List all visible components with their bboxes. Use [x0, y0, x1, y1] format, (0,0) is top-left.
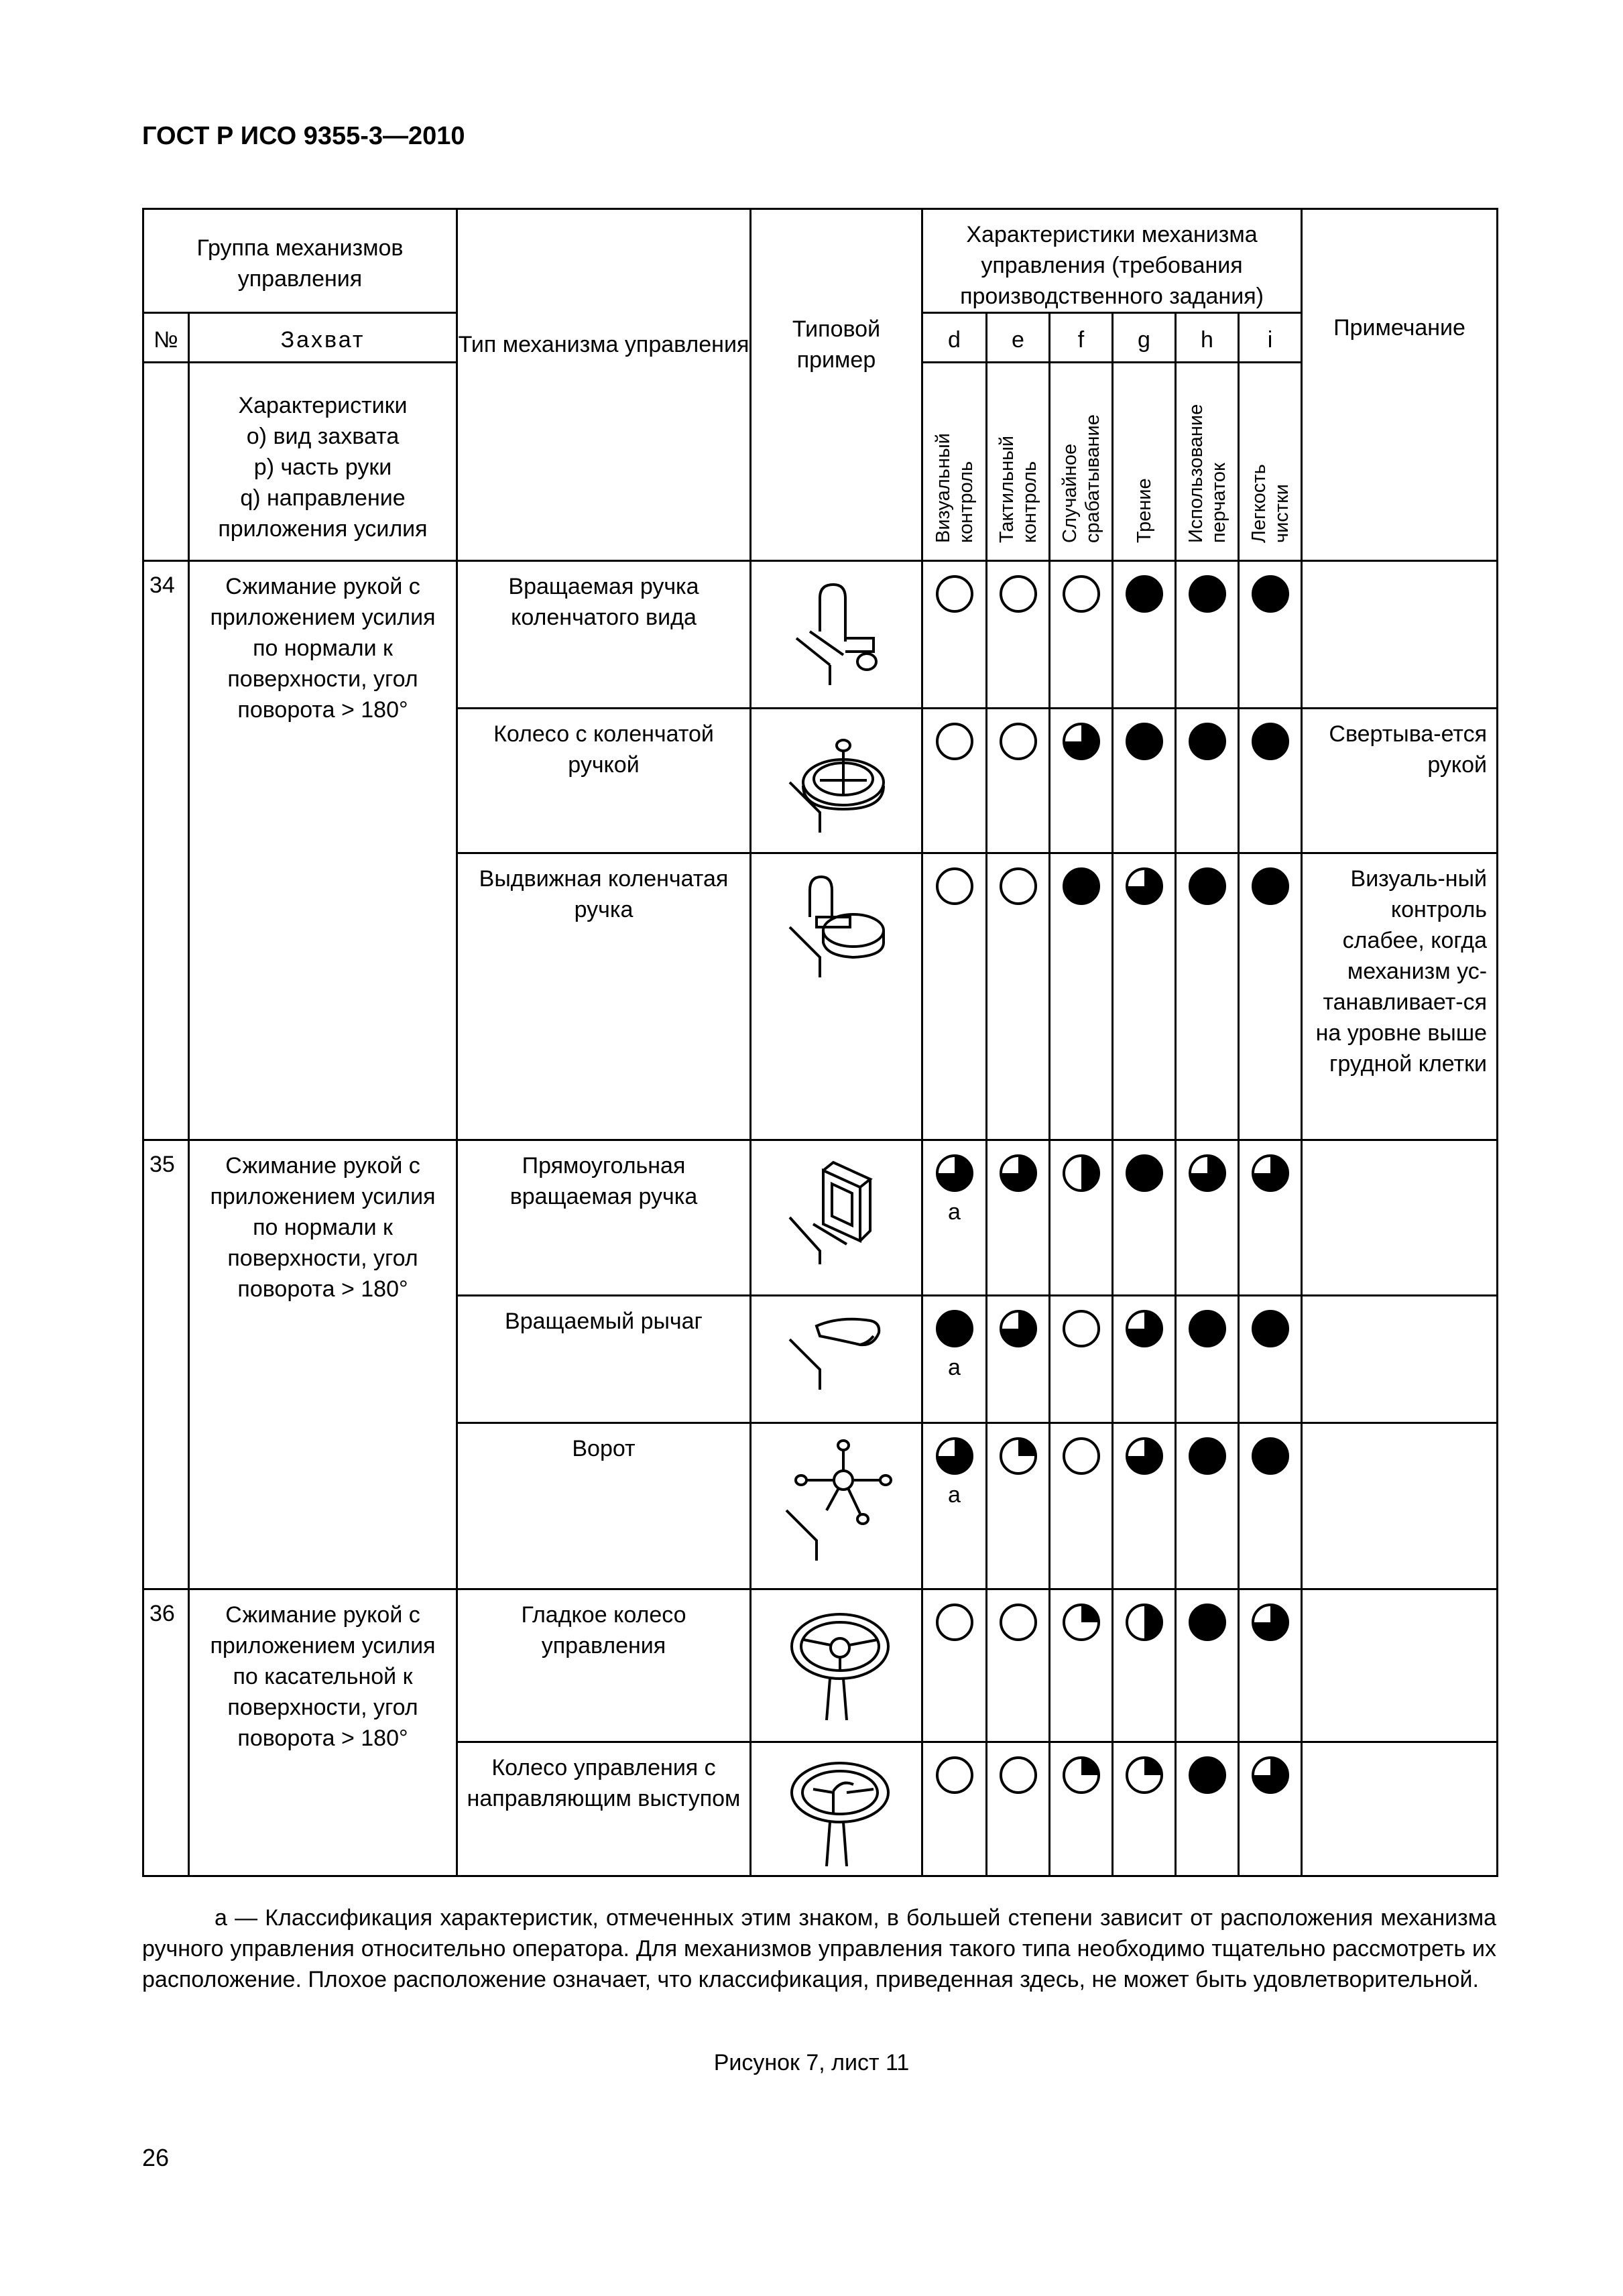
header-letter-e: e — [987, 313, 1050, 363]
header-letter-g: g — [1113, 313, 1176, 363]
header-requirements: Характеристики механизма управления (требования производственного задания) — [922, 209, 1302, 313]
rating-cell — [987, 1742, 1050, 1876]
rating-cell — [1050, 1296, 1113, 1423]
rating-4-of-4-icon — [1124, 721, 1164, 762]
rating-0-of-4-icon — [935, 1755, 975, 1795]
rating-cell — [1050, 853, 1113, 1140]
rating-3-of-4-icon — [1124, 1436, 1164, 1476]
rating-cell — [1176, 561, 1239, 709]
rating-cell — [987, 1140, 1050, 1296]
page-number: 26 — [142, 2144, 170, 2171]
standard-title: ГОСТ Р ИСО 9355-3—2010 — [142, 122, 465, 150]
rating-cell — [1050, 709, 1113, 853]
rating-cell — [922, 853, 987, 1140]
rating-4-of-4-icon — [1187, 1309, 1227, 1349]
folding-crank-icon — [751, 853, 922, 1140]
rating-4-of-4-icon — [1187, 574, 1227, 614]
rating-4-of-4-icon — [935, 1309, 975, 1349]
rating-4-of-4-icon — [1187, 1602, 1227, 1642]
header-example: Типовой пример — [751, 209, 922, 561]
control-type: Вращаемая ручка коленчатого вида — [457, 561, 751, 709]
rating-4-of-4-icon — [1187, 1436, 1227, 1476]
rating-0-of-4-icon — [1061, 574, 1101, 614]
rating-3-of-4-icon — [1250, 1602, 1290, 1642]
rating-4-of-4-icon — [1124, 1153, 1164, 1193]
rating-1-of-4-icon — [1061, 1602, 1101, 1642]
rating-3-of-4-icon — [998, 1153, 1038, 1193]
control-type: Выдвижная коленчатая ручка — [457, 853, 751, 1140]
rating-cell — [922, 1140, 987, 1296]
rating-cell — [1176, 1423, 1239, 1589]
rating-3-of-4-icon — [1124, 1309, 1164, 1349]
rating-1-of-4-icon — [998, 1436, 1038, 1476]
rating-4-of-4-icon — [1250, 866, 1290, 906]
capstan-icon — [751, 1423, 922, 1589]
rating-cell — [1239, 1140, 1302, 1296]
group-description: Сжимание рукой с приложением усилия по нормали к поверхности, угол поворота > 180° — [189, 561, 457, 1140]
rating-4-of-4-icon — [1061, 866, 1101, 906]
rating-3-of-4-icon — [935, 1153, 975, 1193]
rating-cell — [1239, 709, 1302, 853]
rating-cell — [922, 1296, 987, 1423]
rating-cell — [1176, 1296, 1239, 1423]
rating-cell — [922, 1742, 987, 1876]
rating-cell — [1239, 1296, 1302, 1423]
rating-cell — [1176, 709, 1239, 853]
rating-3-of-4-icon — [1250, 1153, 1290, 1193]
row-note: Визуаль-ный контроль слабее, когда механизм ус-танавливает-ся на уровне выше грудной клетки — [1302, 853, 1498, 1140]
header-req-gloves: Использование перчаток — [1176, 363, 1239, 561]
table-row — [143, 1589, 1498, 1742]
header-req-visual: Визуальный контроль — [922, 363, 987, 561]
rating-cell — [1050, 1140, 1113, 1296]
rating-cell — [987, 1589, 1050, 1742]
smooth-handwheel-icon — [751, 1589, 922, 1742]
rating-3-of-4-icon — [935, 1436, 975, 1476]
rating-cell — [1176, 853, 1239, 1140]
rating-0-of-4-icon — [935, 721, 975, 762]
rating-0-of-4-icon — [935, 1602, 975, 1642]
rating-0-of-4-icon — [998, 721, 1038, 762]
rating-4-of-4-icon — [1250, 574, 1290, 614]
rating-2-of-4-icon — [1124, 1602, 1164, 1642]
header-group: Группа механизмов управления — [143, 209, 457, 313]
rating-cell — [1176, 1742, 1239, 1876]
rating-cell — [1239, 1423, 1302, 1589]
footnote-mark: a — [948, 1482, 961, 1508]
rating-cell — [987, 709, 1050, 853]
rating-1-of-4-icon — [1124, 1755, 1164, 1795]
rating-cell — [922, 1589, 987, 1742]
rating-cell — [1050, 1423, 1113, 1589]
rating-cell — [1176, 1140, 1239, 1296]
rating-3-of-4-icon — [1061, 721, 1101, 762]
rating-0-of-4-icon — [998, 866, 1038, 906]
rating-cell — [1113, 1296, 1176, 1423]
control-type: Вращаемый рычаг — [457, 1296, 751, 1423]
group-description: Сжимание рукой с приложением усилия по касательной к поверхности, угол поворота > 180° — [189, 1589, 457, 1876]
header-req-tactile: Тактильный контроль — [987, 363, 1050, 561]
control-type: Ворот — [457, 1423, 751, 1589]
group-number: 35 — [143, 1140, 189, 1589]
table-row — [143, 1140, 1498, 1296]
requirements-table — [142, 208, 1498, 1877]
rating-cell — [1050, 561, 1113, 709]
rating-cell — [1239, 561, 1302, 709]
header-letter-i: i — [1239, 313, 1302, 363]
header-note: Примечание — [1302, 209, 1498, 561]
row-note — [1302, 1296, 1498, 1423]
rectangular-knob-icon — [751, 1140, 922, 1296]
header-letter-d: d — [922, 313, 987, 363]
rating-cell — [987, 561, 1050, 709]
rating-cell — [1050, 1742, 1113, 1876]
control-type: Гладкое колесо управления — [457, 1589, 751, 1742]
rating-cell — [1176, 1589, 1239, 1742]
control-type: Колесо управления с направляющим выступом — [457, 1742, 751, 1876]
rating-0-of-4-icon — [1061, 1436, 1101, 1476]
rating-3-of-4-icon — [998, 1309, 1038, 1349]
footnote-mark: a — [948, 1199, 961, 1225]
table-row — [143, 561, 1498, 709]
rating-0-of-4-icon — [998, 1602, 1038, 1642]
rating-cell — [1050, 1589, 1113, 1742]
row-note — [1302, 1589, 1498, 1742]
rating-4-of-4-icon — [1250, 1309, 1290, 1349]
figure-caption: Рисунок 7, лист 11 — [713, 2050, 910, 2075]
header-req-accidental: Случайное срабатывание — [1050, 363, 1113, 561]
rating-cell — [922, 561, 987, 709]
header-letter-h: h — [1176, 313, 1239, 363]
rating-cell — [1113, 1742, 1176, 1876]
rating-cell — [922, 709, 987, 853]
rating-cell — [1239, 1742, 1302, 1876]
rating-0-of-4-icon — [998, 1755, 1038, 1795]
group-number: 34 — [143, 561, 189, 1140]
header-req-friction: Трение — [1113, 363, 1176, 561]
header-control-type: Тип механизма управления — [457, 209, 751, 561]
rating-cell — [1113, 561, 1176, 709]
knurled-handwheel-icon — [751, 1742, 922, 1876]
footnote: a — Классификация характеристик, отмеченных этим знаком, в большей степени зависит от расположения механизма ручного управления относительно оператора. Для механизмов управления такого типа необходимо тщательно рассмотреть их расположение. Плохое расположение означает, что классификация, приведенная здесь, не может быть удовлетворительной. — [142, 1905, 1496, 1992]
header-grip: Захват — [189, 313, 457, 363]
rating-0-of-4-icon — [1061, 1309, 1101, 1349]
rating-1-of-4-icon — [1061, 1755, 1101, 1795]
row-note — [1302, 1140, 1498, 1296]
crank-handle-icon — [751, 561, 922, 709]
header-characteristics: Характеристики o) вид захвата p) часть руки q) направление приложения усилия — [189, 363, 457, 561]
rating-4-of-4-icon — [1187, 866, 1227, 906]
row-note — [1302, 561, 1498, 709]
group-number: 36 — [143, 1589, 189, 1876]
rating-cell — [987, 853, 1050, 1140]
group-description: Сжимание рукой с приложением усилия по нормали к поверхности, угол поворота > 180° — [189, 1140, 457, 1589]
rating-0-of-4-icon — [935, 574, 975, 614]
rating-3-of-4-icon — [1187, 1153, 1227, 1193]
rating-3-of-4-icon — [1124, 866, 1164, 906]
rating-0-of-4-icon — [998, 574, 1038, 614]
rating-cell — [987, 1296, 1050, 1423]
row-note — [1302, 1742, 1498, 1876]
rating-cell — [1113, 1423, 1176, 1589]
header-req-cleaning: Легкость чистки — [1239, 363, 1302, 561]
rating-cell — [1113, 709, 1176, 853]
rating-4-of-4-icon — [1124, 574, 1164, 614]
rating-cell — [1113, 1589, 1176, 1742]
rating-0-of-4-icon — [935, 866, 975, 906]
rating-4-of-4-icon — [1187, 1755, 1227, 1795]
control-type: Прямоугольная вращаемая ручка — [457, 1140, 751, 1296]
rating-2-of-4-icon — [1061, 1153, 1101, 1193]
rotary-lever-icon — [751, 1296, 922, 1423]
crank-wheel-icon — [751, 709, 922, 853]
rating-cell — [1239, 853, 1302, 1140]
rating-cell — [1113, 1140, 1176, 1296]
rating-cell — [987, 1423, 1050, 1589]
rating-4-of-4-icon — [1250, 1436, 1290, 1476]
row-note — [1302, 1423, 1498, 1589]
rating-3-of-4-icon — [1250, 1755, 1290, 1795]
header-letter-f: f — [1050, 313, 1113, 363]
header-number: № — [143, 313, 189, 363]
rating-cell — [1239, 1589, 1302, 1742]
rating-4-of-4-icon — [1250, 721, 1290, 762]
footnote-mark: a — [948, 1355, 961, 1380]
rating-4-of-4-icon — [1187, 721, 1227, 762]
row-note: Свертыва-ется рукой — [1302, 709, 1498, 853]
control-type: Колесо с коленчатой ручкой — [457, 709, 751, 853]
rating-cell — [922, 1423, 987, 1589]
rating-cell — [1113, 853, 1176, 1140]
